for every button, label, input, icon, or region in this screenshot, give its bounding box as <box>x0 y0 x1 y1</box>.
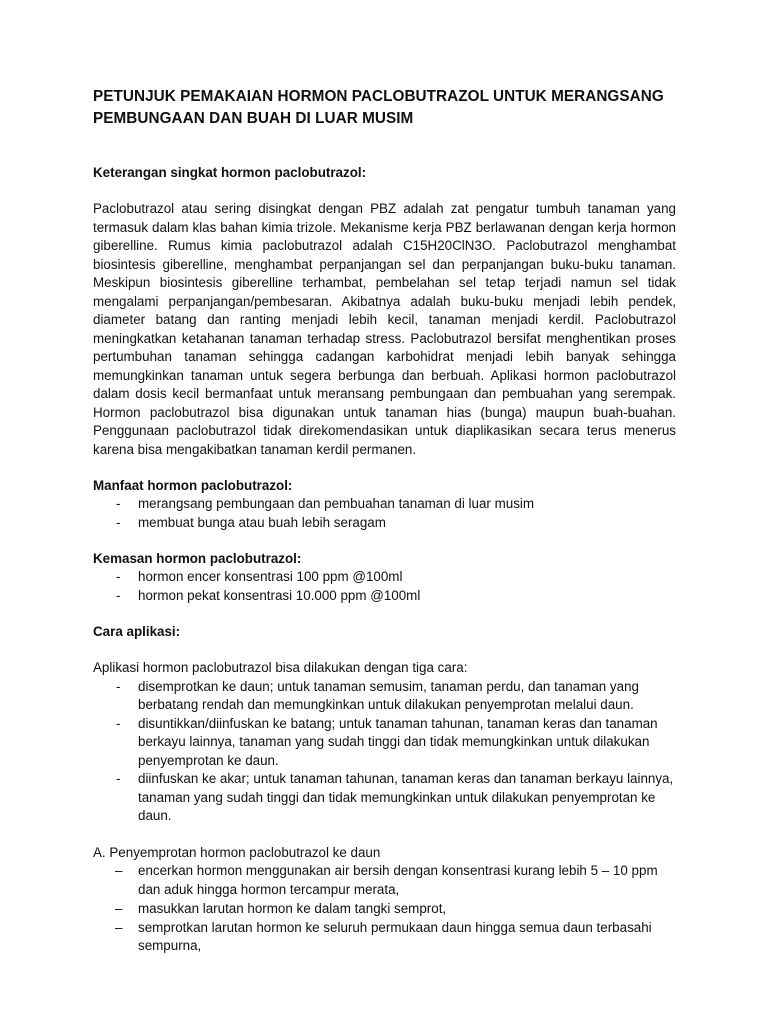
list-item <box>93 495 676 514</box>
list-item-text: disemprotkan ke daun; untuk tanaman semusim, tanaman perdu, dan tanaman yang berbatang rendah dan memungkinkan untuk dilakukan penyemprotan melalui daun. <box>138 678 639 712</box>
dash-bullet: - <box>116 587 121 603</box>
list-item-text: hormon encer konsentrasi 100 ppm @100ml <box>138 569 403 584</box>
list-item-text: hormon pekat konsentrasi 10.000 ppm @100ml <box>138 587 421 603</box>
list-item <box>93 919 676 956</box>
dash-bullet: - <box>116 514 121 530</box>
list-item-text: disuntikkan/diinfuskan ke batang; untuk tanaman tahunan, tanaman keras dan tanaman berkayu lainnya, tanaman yang sudah tinggi dan tidak memungkinkan untuk dilakukan penyemprotan ke daun. <box>138 715 658 768</box>
dash-bullet: - <box>116 496 121 511</box>
dash-bullet: - <box>116 771 121 786</box>
paragraph-cara-intro: Aplikasi hormon paclobutrazol bisa dilakukan dengan tiga cara: <box>93 660 468 675</box>
en-dash-bullet: – <box>115 919 123 935</box>
dash-bullet: - <box>116 569 121 584</box>
heading-kemasan: Kemasan hormon paclobutrazol: <box>93 551 302 566</box>
list-cara-aplikasi <box>93 678 676 826</box>
document-title: PETUNJUK PEMAKAIAN HORMON PACLOBUTRAZOL UNTUK MERANGSANG PEMBUNGAAN DAN BUAH DI LUAR MUSIM <box>93 88 664 127</box>
heading-keterangan: Keterangan singkat hormon paclobutrazol: <box>93 165 367 180</box>
list-item-text: membuat bunga atau buah lebih seragam <box>138 514 386 530</box>
list-item <box>93 862 676 899</box>
list-item <box>93 770 676 826</box>
heading-penyemprotan: A. Penyemprotan hormon paclobutrazol ke daun <box>93 844 381 860</box>
list-item <box>93 900 676 919</box>
list-item <box>93 678 676 715</box>
list-item-text: encerkan hormon menggunakan air bersih dengan konsentrasi kurang lebih 5 – 10 ppm dan aduk hingga hormon tercampur merata, <box>138 863 658 897</box>
list-item-text: diinfuskan ke akar; untuk tanaman tahunan, tanaman keras dan tanaman berkayu lainnya, tanaman yang sudah tinggi dan tidak memungkinkan untuk dilakukan penyemprotan ke daun. <box>138 771 674 823</box>
heading-manfaat: Manfaat hormon paclobutrazol: <box>93 478 293 493</box>
list-item <box>93 514 676 533</box>
dash-bullet: - <box>116 715 121 731</box>
list-item-text: merangsang pembungaan dan pembuahan tanaman di luar musim <box>138 496 535 511</box>
list-item-text: masukkan larutan hormon ke dalam tangki semprot, <box>138 900 447 916</box>
list-item <box>93 568 676 587</box>
list-manfaat <box>93 495 676 532</box>
list-item <box>93 587 676 606</box>
en-dash-bullet: – <box>115 863 123 878</box>
dash-bullet: - <box>116 678 121 694</box>
list-kemasan <box>93 568 676 605</box>
list-penyemprotan <box>93 862 676 956</box>
en-dash-bullet: – <box>115 900 123 916</box>
heading-cara-aplikasi: Cara aplikasi: <box>93 624 181 639</box>
paragraph-keterangan: Paclobutrazol atau sering disingkat dengan PBZ adalah zat pengatur tumbuh tanaman yang termasuk dalam klas bahan kimia trizole. Mekanisme kerja PBZ berlawanan dengan kerja hormon giberelline. Rumus kimia paclobutrazol adalah C15H20ClN3O. Paclobutrazol menghambat biosintesis giberelline, menghambat perpanjangan sel dan perpanjangan buku-buku tanaman. Meskipun biosintesis giberelline terhambat, pembelahan sel tetap terjadi namun sel tidak mengalami perpanjangan/pembesaran. Akibatnya adalah buku-buku menjadi lebih pendek, diameter batang dan ranting menjadi lebih kecil, tanaman menjadi kerdil. Paclobutrazol meningkatkan ketahanan tanaman terhadap stress. Paclobutrazol bersifat menghentikan proses pertumbuhan tanaman sehingga cadangan karbohidrat menjadi lebih banyak sehingga memungkinkan tanaman untuk segera berbunga dan berbuah. Aplikasi hormon paclobutrazol dalam dosis kecil bermanfaat untuk meransang pembungaan dan pembuahan yang serempak. Hormon paclobutrazol bisa digunakan untuk tanaman hias (bunga) maupun buah-buahan. Penggunaan paclobutrazol tidak direkomendasikan untuk diaplikasikan secara terus menerus karena bisa mengakibatkan tanaman kerdil permanen. <box>93 201 676 457</box>
list-item <box>93 715 676 771</box>
list-item-text: semprotkan larutan hormon ke seluruh permukaan daun hingga semua daun terbasahi sempurna, <box>138 919 652 953</box>
